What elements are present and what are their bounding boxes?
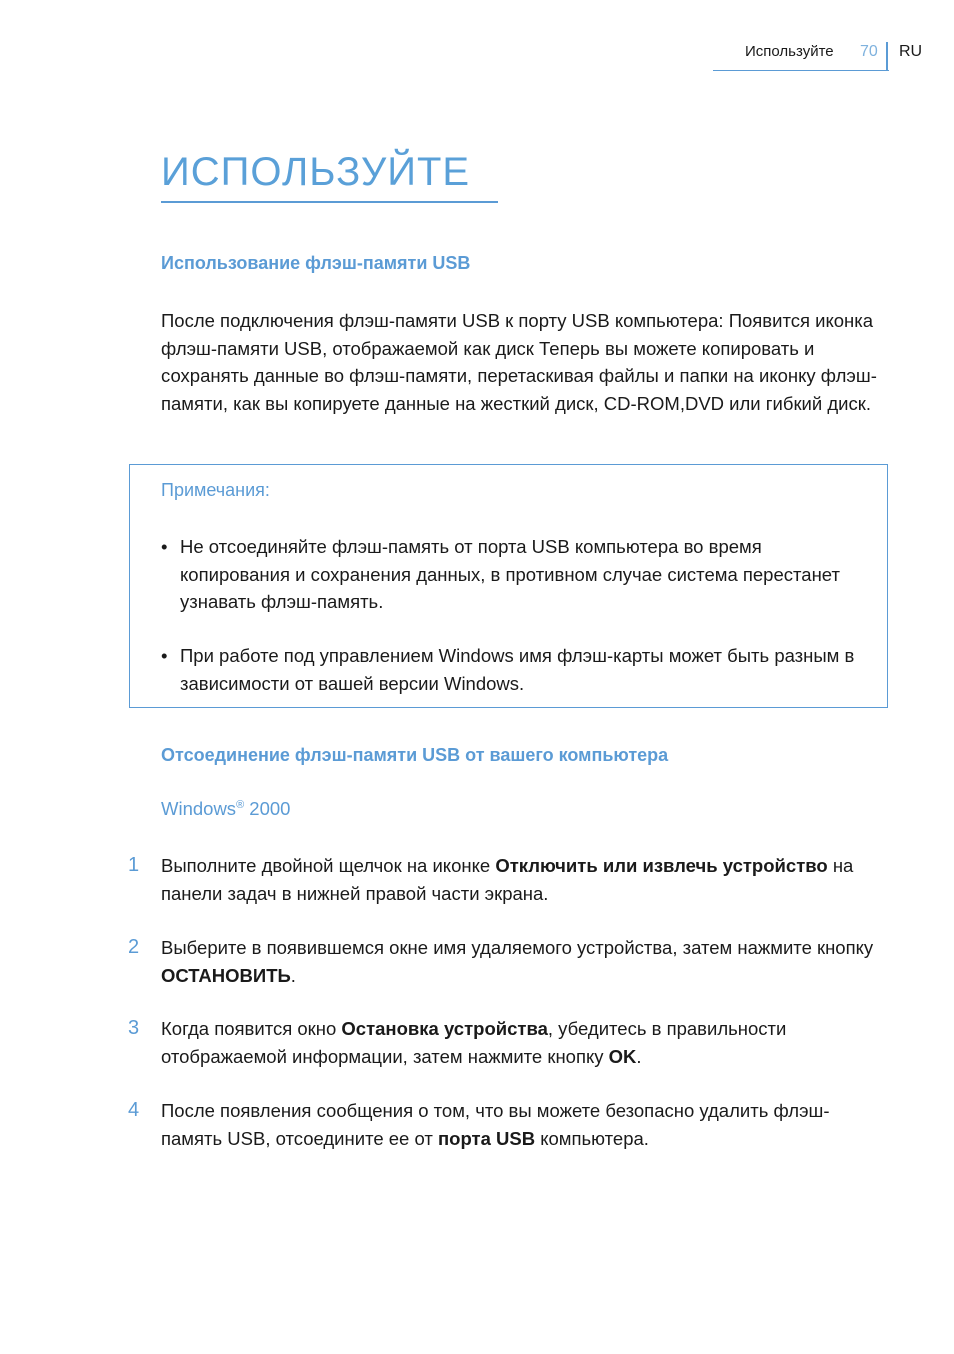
step-text-part: . <box>636 1045 642 1067</box>
os-subheading <box>161 798 290 820</box>
step-number: 3 <box>128 1017 140 1039</box>
section-heading-usb-usage: Использование флэш-памяти USB <box>161 253 471 273</box>
step-ui-term: Отключить или извлечь устройство <box>495 855 828 876</box>
header-section-name: Используйте <box>745 43 834 60</box>
step-item <box>128 934 890 989</box>
section-heading-disconnect: Отсоединение флэш-памяти USB от вашего компьютера <box>161 745 669 765</box>
step-text-part: на панели задач в нижней правой части экрана. <box>161 855 854 904</box>
step-text-part: , убедитесь в правильности отображаемой информации, затем нажмите кнопку <box>161 1018 787 1067</box>
step-text-part: Когда появится окно <box>161 1018 342 1039</box>
header-rule <box>713 70 889 71</box>
step-item <box>128 1097 890 1152</box>
usage-paragraph: После подключения флэш-памяти USB к порту USB компьютера: Появится иконка флэш-памяти USB, отображаемой как диск Теперь вы можете копировать и сохранять данные во флэш-памяти, перетаскивая файлы и папки на иконку флэш-памяти, как вы копируете данные на жесткий диск, CD-ROM,DVD или гибкий диск. <box>161 310 877 414</box>
step-text-part: компьютера. <box>535 1127 649 1149</box>
step-ui-term: ОСТАНОВИТЬ <box>161 964 291 986</box>
note-item <box>161 642 861 697</box>
step-text <box>128 934 890 989</box>
step-text <box>128 1097 890 1152</box>
header-divider <box>886 42 888 71</box>
language-code: RU <box>899 43 923 60</box>
note-item <box>161 533 861 616</box>
step-number: 1 <box>128 854 140 876</box>
step-text-part: . <box>290 964 296 986</box>
page-title: ИСПОЛЬЗУЙТЕ <box>161 150 471 194</box>
page-number: 70 <box>860 43 878 60</box>
note-item-text: Не отсоединяйте флэш-память от порта USB компьютера во время копирования и сохранения данных, в противном случае система перестанет узнавать флэш-память. <box>180 536 840 612</box>
step-number: 4 <box>128 1099 140 1121</box>
step-text <box>128 852 890 907</box>
step-ui-term: OK <box>608 1045 637 1067</box>
step-text <box>128 1015 890 1070</box>
step-text-part: Выберите в появившемся окне имя удаляемого устройства, затем нажмите кнопку <box>161 937 874 958</box>
step-text-part: После появления сообщения о том, что вы можете безопасно удалить флэш-память USB, отсоедините ее от <box>161 1100 830 1149</box>
title-underline <box>161 201 498 203</box>
step-number: 2 <box>128 936 140 958</box>
note-item-text: При работе под управлением Windows имя флэш-карты может быть разным в зависимости от вашей версии Windows. <box>180 645 855 694</box>
step-item <box>128 852 890 907</box>
step-item <box>128 1015 890 1070</box>
notes-label: Примечания: <box>161 480 270 500</box>
bullet-icon: • <box>161 645 168 666</box>
bullet-icon: • <box>161 536 168 557</box>
os-version: 2000 <box>244 798 291 819</box>
os-name: Windows <box>161 798 237 819</box>
step-ui-term: Остановка устройства <box>341 1018 548 1039</box>
registered-mark: ® <box>236 798 245 811</box>
step-text-part: Выполните двойной щелчок на иконке <box>161 855 496 876</box>
step-ui-term: порта USB <box>437 1127 536 1149</box>
